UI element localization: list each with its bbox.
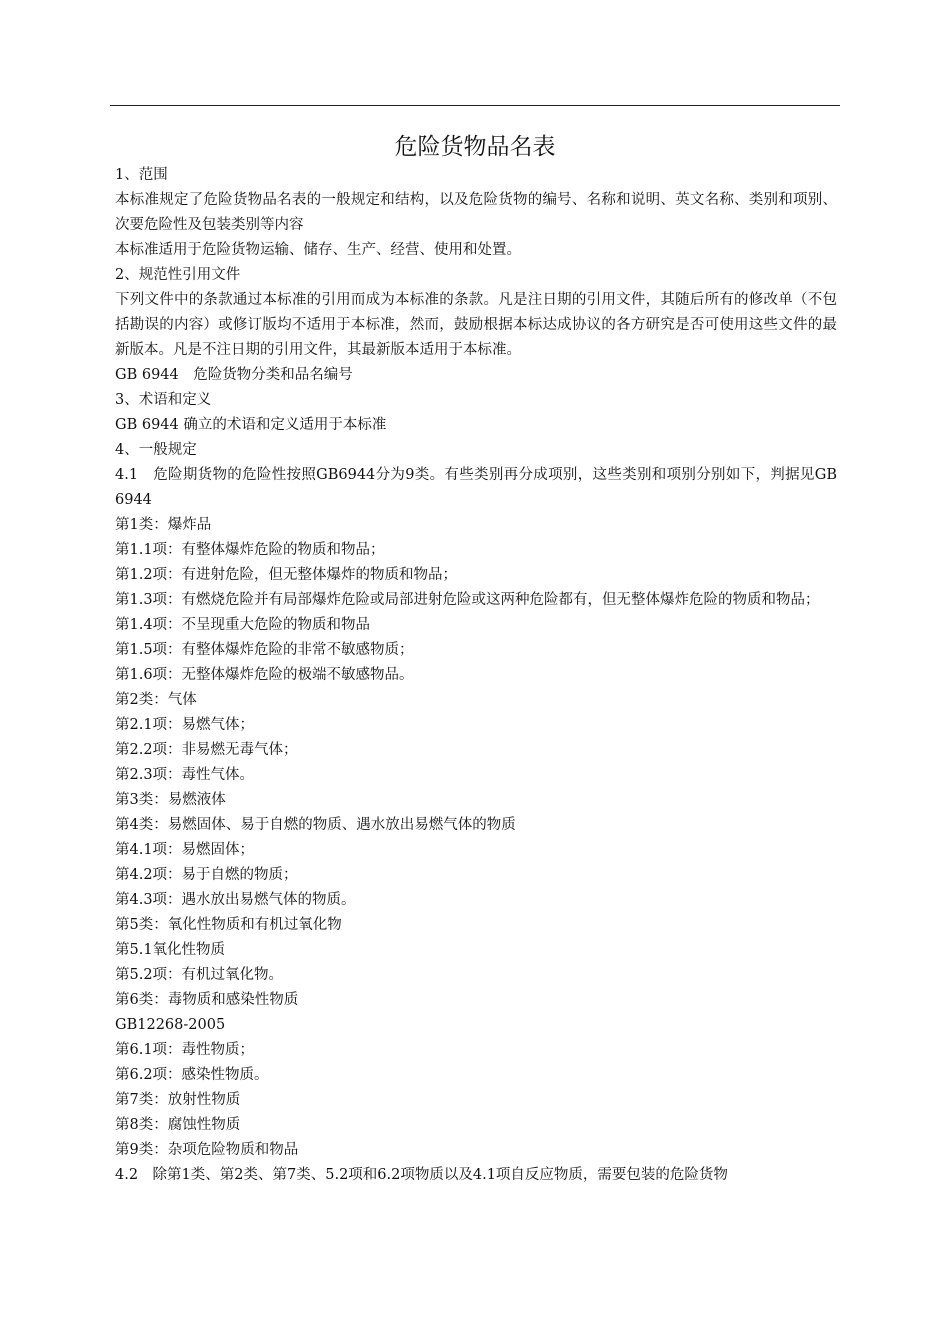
paragraph: 本标准适用于危险货物运输、储存、生产、经营、使用和处置。 <box>115 242 521 258</box>
list-item: 第6类：毒物质和感染性物质 <box>115 992 299 1008</box>
list-item: 第1.1项：有整体爆炸危险的物质和物品； <box>115 542 385 558</box>
list-item: 第4.2项：易于自燃的物质； <box>115 867 298 883</box>
list-item: 第7类：放射性物质 <box>115 1092 241 1108</box>
list-item: 第5.1氧化性物质 <box>115 942 226 958</box>
list-item: 第2.3项：毒性气体。 <box>115 767 255 783</box>
paragraph: 下列文件中的条款通过本标准的引用而成为本标准的条款。凡是注日期的引用文件，其随后所有的修改单（不包括勘误的内容）或修订版均不适用于本标准，然而，鼓励根据本标达成协议的各方研究是否可使用这些文件的最新版本。凡是不注日期的引用文件，其最新版本适用于本标准。 <box>115 292 837 358</box>
list-item: 第1.5项：有整体爆炸危险的非常不敏感物质； <box>115 642 414 658</box>
paragraph: GB12268-2005 <box>115 1017 226 1033</box>
section-heading: 1、范围 <box>115 167 168 183</box>
paragraph: GB 6944 确立的术语和定义适用于本标准 <box>115 417 387 433</box>
list-item: 第9类：杂项危险物质和物品 <box>115 1142 299 1158</box>
list-item: 第6.1项：毒性物质； <box>115 1042 255 1058</box>
list-item: 第4.1项：易燃固体； <box>115 842 255 858</box>
list-item: 第8类：腐蚀性物质 <box>115 1117 241 1133</box>
list-item: 第4类：易燃固体、易于自燃的物质、遇水放出易燃气体的物质 <box>115 817 516 833</box>
paragraph: 4.2 除第1类、第2类、第7类、5.2项和6.2项物质以及4.1项自反应物质，需要包装的危险货物 <box>115 1167 728 1183</box>
list-item: 第6.2项：感染性物质。 <box>115 1067 269 1083</box>
paragraph: 本标准规定了危险货物品名表的一般规定和结构，以及危险货物的编号、名称和说明、英文名称、类别和项别、次要危险性及包装类别等内容 <box>115 192 837 233</box>
section-heading: 2、规范性引用文件 <box>115 267 241 283</box>
header-rule <box>110 105 840 106</box>
paragraph: GB 6944 危险货物分类和品名编号 <box>115 367 353 383</box>
list-item: 第1.2项：有进射危险，但无整体爆炸的物质和物品； <box>115 567 458 583</box>
list-item: 第5类：氧化性物质和有机过氧化物 <box>115 917 342 933</box>
list-item: 第1类：爆炸品 <box>115 517 212 533</box>
document-title: 危险货物品名表 <box>394 134 556 161</box>
section-heading: 4、一般规定 <box>115 442 197 458</box>
section-heading: 3、术语和定义 <box>115 392 212 408</box>
list-item: 第2.1项：易燃气体； <box>115 717 255 733</box>
list-item: 第3类：易燃液体 <box>115 792 226 808</box>
list-item: 第1.3项：有燃烧危险并有局部爆炸危险或局部进射危险或这两种危险都有，但无整体爆炸危险的物质和物品； <box>115 592 820 608</box>
document-body <box>115 163 837 1188</box>
list-item: 第1.6项：无整体爆炸危险的极端不敏感物品。 <box>115 667 414 683</box>
paragraph: 4.1 危险期货物的危险性按照GB6944分为9类。有些类别再分成项别，这些类别和项别分别如下，判据见GB 6944 <box>115 467 837 508</box>
list-item: 第4.3项：遇水放出易燃气体的物质。 <box>115 892 356 908</box>
list-item: 第2.2项：非易燃无毒气体； <box>115 742 298 758</box>
list-item: 第2类：气体 <box>115 692 197 708</box>
list-item: 第1.4项：不呈现重大危险的物质和物品 <box>115 617 371 633</box>
list-item: 第5.2项：有机过氧化物。 <box>115 967 284 983</box>
